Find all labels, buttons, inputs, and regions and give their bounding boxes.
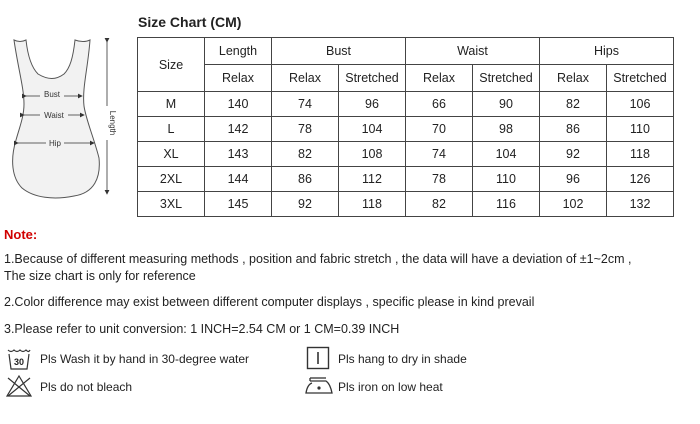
iron-icon (304, 374, 334, 398)
table-cell: 78 (406, 167, 473, 192)
size-chart-table (137, 37, 674, 217)
table-cell: 2XL (138, 167, 205, 192)
note-heading: Note: (4, 227, 38, 242)
table-cell: 104 (473, 142, 540, 167)
table-cell: 104 (339, 117, 406, 142)
length-label: Length (108, 110, 117, 136)
table-cell: M (138, 92, 205, 117)
table-cell: 110 (607, 117, 674, 142)
table-cell: 118 (607, 142, 674, 167)
table-cell: 96 (339, 92, 406, 117)
size-header: Size (138, 38, 205, 92)
table-cell: 118 (339, 192, 406, 217)
care-wash-text: Pls Wash it by hand in 30-degree water (40, 352, 249, 366)
subheader: Stretched (607, 65, 674, 92)
group-header: Length (205, 38, 272, 65)
table-cell: 3XL (138, 192, 205, 217)
group-header: Hips (540, 38, 674, 65)
table-cell: 66 (406, 92, 473, 117)
table-cell: 86 (540, 117, 607, 142)
note-line-1b: The size chart is only for reference (4, 269, 196, 283)
subheader: Relax (272, 65, 339, 92)
table-cell: 110 (473, 167, 540, 192)
table-row (138, 167, 674, 192)
care-hang-text: Pls hang to dry in shade (338, 352, 467, 366)
table-cell: 112 (339, 167, 406, 192)
dress-measurement-diagram (4, 28, 130, 206)
table-cell: 116 (473, 192, 540, 217)
table-cell: 82 (406, 192, 473, 217)
care-iron-text: Pls iron on low heat (338, 380, 443, 394)
group-header: Waist (406, 38, 540, 65)
table-cell: 92 (540, 142, 607, 167)
care-bleach-text: Pls do not bleach (40, 380, 133, 394)
table-cell: 126 (607, 167, 674, 192)
no-bleach-icon (5, 374, 33, 398)
table-cell: 145 (205, 192, 272, 217)
subheader: Relax (406, 65, 473, 92)
table-cell: 132 (607, 192, 674, 217)
table-cell: L (138, 117, 205, 142)
hang-dry-icon (306, 346, 330, 370)
table-cell: 82 (540, 92, 607, 117)
table-cell: 78 (272, 117, 339, 142)
group-header: Bust (272, 38, 406, 65)
table-cell: 90 (473, 92, 540, 117)
waist-label: Waist (44, 111, 64, 120)
table-cell: 92 (272, 192, 339, 217)
note-line-3: 3.Please refer to unit conversion: 1 INCH=2.54 CM or 1 CM=0.39 INCH (4, 322, 400, 336)
table-cell: 70 (406, 117, 473, 142)
table-cell: 86 (272, 167, 339, 192)
table-row (138, 192, 674, 217)
table-row (138, 117, 674, 142)
table-row (138, 92, 674, 117)
size-chart-title: Size Chart (CM) (138, 14, 242, 30)
table-cell: 143 (205, 142, 272, 167)
table-cell: 108 (339, 142, 406, 167)
subheader: Stretched (473, 65, 540, 92)
note-line-2: 2.Color difference may exist between different computer displays , specific please in kind prevail (4, 295, 535, 309)
table-cell: 74 (406, 142, 473, 167)
table-cell: 74 (272, 92, 339, 117)
hand-wash-icon (6, 347, 32, 371)
subheader: Relax (540, 65, 607, 92)
table-cell: 142 (205, 117, 272, 142)
table-row (138, 142, 674, 167)
bust-label: Bust (43, 90, 61, 99)
table-cell: 102 (540, 192, 607, 217)
table-cell: 98 (473, 117, 540, 142)
table-cell: XL (138, 142, 205, 167)
table-cell: 144 (205, 167, 272, 192)
note-line-1a: 1.Because of different measuring methods , position and fabric stretch , the data will have a deviation of ±1~2cm , (4, 252, 632, 266)
subheader: Stretched (339, 65, 406, 92)
wash-temperature: 30 (13, 357, 25, 367)
hip-label: Hip (48, 139, 62, 148)
subheader: Relax (205, 65, 272, 92)
table-cell: 140 (205, 92, 272, 117)
table-cell: 82 (272, 142, 339, 167)
table-cell: 106 (607, 92, 674, 117)
table-cell: 96 (540, 167, 607, 192)
